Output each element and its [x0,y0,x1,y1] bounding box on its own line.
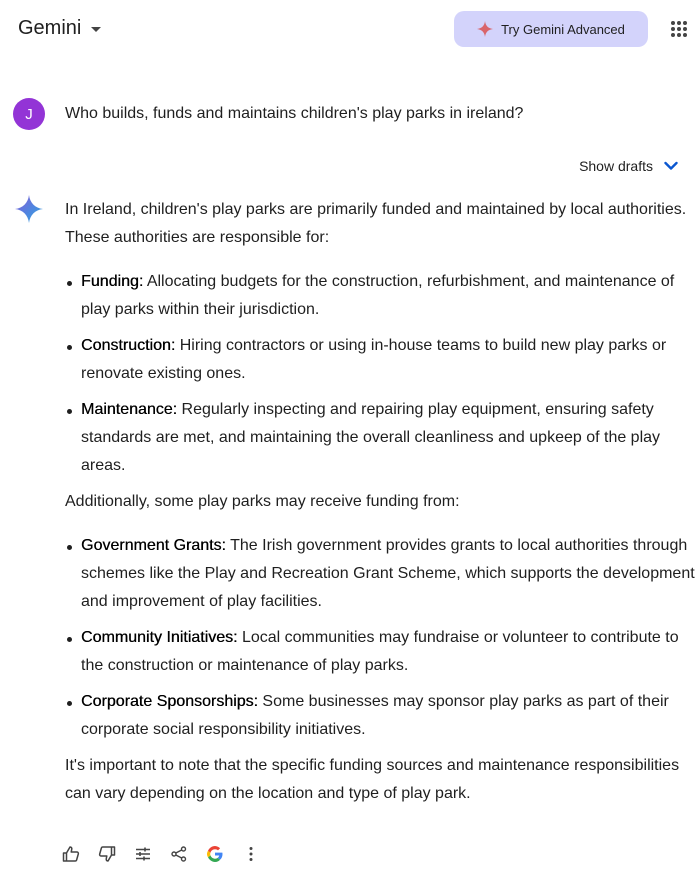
list-item-text: Local communities may fundraise or volunteer to contribute to the construction or maintenance of play parks. [81,629,679,674]
thumbs-up-icon [62,845,80,863]
google-check-icon [206,845,224,863]
more-options-icon [248,846,254,862]
user-prompt: Who builds, funds and maintains children's play parks in ireland? [65,105,524,122]
list-item [65,332,695,388]
list-item-term: Funding: [81,273,144,290]
modify-response-icon [135,846,151,862]
list-item [65,624,695,680]
show-drafts-label: Show drafts [579,158,653,174]
list-item-term: Government Grants: [81,537,226,554]
chevron-down-icon [664,161,678,171]
modify-response-button[interactable] [132,843,154,865]
try-gemini-advanced-button[interactable] [454,11,648,47]
funding-sources-list [65,532,695,744]
model-selector[interactable] [18,17,101,40]
responsibilities-list [65,268,695,480]
list-item-text: Allocating budgets for the construction, refurbishment, and maintenance of play parks within their jurisdiction. [81,273,675,318]
list-item [65,396,695,480]
list-item-text: The Irish government provides grants to local authorities through schemes like the Play and Recreation Grant Scheme, which supports the development and improvement of play facilities. [81,537,695,610]
show-drafts-button[interactable] [579,158,678,174]
sparkle-icon [477,21,493,37]
list-item-text: Hiring contractors or using in-house teams to build new play parks or renovate existing ones. [81,337,667,382]
list-item-term: Maintenance: [81,401,178,418]
share-icon [171,846,187,862]
try-gemini-advanced-label: Try Gemini Advanced [501,21,625,37]
double-check-button[interactable] [204,843,226,865]
gemini-sparkle-icon [14,194,44,224]
response-body [65,196,695,824]
list-item-term: Construction: [81,337,176,354]
list-item [65,688,695,744]
list-item [65,268,695,324]
user-message [13,98,523,130]
list-item-text: Regularly inspecting and repairing play equipment, ensuring safety standards are met, and maintaining the overall cleanliness and upkeep of the play areas. [81,401,661,474]
list-item [65,532,695,616]
response-actions [60,843,276,865]
additional-intro: Additionally, some play parks may receive funding from: [65,493,460,510]
caret-down-icon [91,27,101,32]
top-bar [0,0,700,60]
list-item-term: Corporate Sponsorships: [81,693,258,710]
list-item-text: Some businesses may sponsor play parks as part of their corporate social responsibility initiatives. [81,693,669,738]
response-conclusion: It's important to note that the specific funding sources and maintenance responsibilities can vary depending on the location and type of play park. [65,757,680,802]
response-intro: In Ireland, children's play parks are primarily funded and maintained by local authorities. These authorities are responsible for: [65,201,687,246]
app-title: Gemini [18,17,82,39]
thumbs-up-button[interactable] [60,843,82,865]
thumbs-down-icon [98,845,116,863]
more-options-button[interactable] [240,843,262,865]
avatar[interactable]: J [13,98,45,130]
thumbs-down-button[interactable] [96,843,118,865]
list-item-term: Community Initiatives: [81,629,238,646]
share-button[interactable] [168,843,190,865]
apps-grid-icon[interactable] [671,21,687,37]
